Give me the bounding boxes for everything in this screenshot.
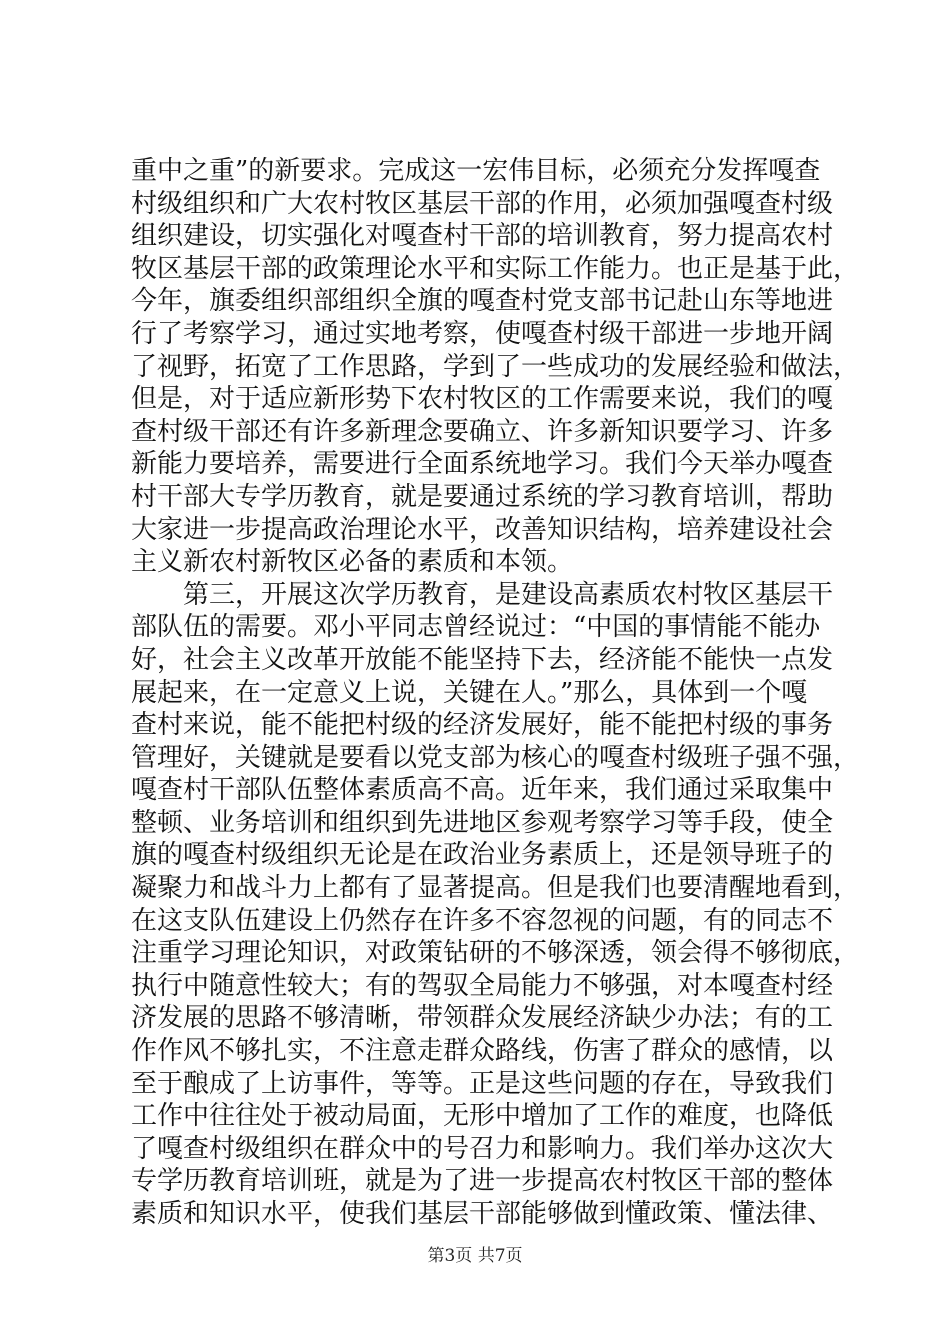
- text-line: 整顿、业务培训和组织到先进地区参观考察学习等手段，使全: [131, 807, 834, 838]
- text-line: 查村来说，能不能把村级的经济发展好，能不能把村级的事务: [131, 710, 834, 741]
- text-line: 了嘎查村级组织在群众中的号召力和影响力。我们举办这次大: [131, 1133, 834, 1164]
- text-line: 注重学习理论知识，对政策钻研的不够深透，领会得不够彻底，: [131, 938, 860, 969]
- text-line: 展起来，在一定意义上说，关键在人。”那么，具体到一个嘎: [131, 677, 808, 708]
- text-line: 但是，对于适应新形势下农村牧区的工作需要来说，我们的嘎: [131, 384, 834, 415]
- text-line: 好，社会主义改革开放能不能坚持下去，经济能不能快一点发: [131, 644, 834, 675]
- text-line: 牧区基层干部的政策理论水平和实际工作能力。也正是基于此，: [131, 253, 860, 284]
- text-line: 第三，开展这次学历教育，是建设高素质农村牧区基层干: [131, 579, 834, 610]
- text-line: 组织建设，切实强化对嘎查村干部的培训教育，努力提高农村: [131, 221, 834, 252]
- text-line: 嘎查村干部队伍整体素质高不高。近年来，我们通过采取集中: [131, 775, 834, 806]
- text-line: 作作风不够扎实，不注意走群众路线，伤害了群众的感情，以: [131, 1036, 834, 1067]
- text-line: 大家进一步提高政治理论水平，改善知识结构，培养建设社会: [131, 514, 834, 545]
- text-line: 村级组织和广大农村牧区基层干部的作用，必须加强嘎查村级: [131, 188, 834, 219]
- text-line: 素质和知识水平，使我们基层干部能够做到懂政策、懂法律、: [131, 1199, 834, 1229]
- text-line: 重中之重”的新要求。完成这一宏伟目标，必须充分发挥嘎查: [131, 156, 821, 186]
- text-line: 了视野，拓宽了工作思路，学到了一些成功的发展经验和做法，: [131, 351, 860, 382]
- page-number-footer: 第3页 共7页: [427, 1246, 523, 1266]
- text-line: 行了考察学习，通过实地考察，使嘎查村级干部进一步地开阔: [131, 318, 834, 349]
- text-line: 今年，旗委组织部组织全旗的嘎查村党支部书记赴山东等地进: [131, 286, 834, 317]
- text-line: 在这支队伍建设上仍然存在许多不容忽视的问题，有的同志不: [131, 905, 834, 936]
- text-line: 新能力要培养，需要进行全面系统地学习。我们今天举办嘎查: [131, 449, 834, 480]
- text-line: 至于酿成了上访事件，等等。正是这些问题的存在，导致我们: [131, 1068, 834, 1099]
- text-line: 工作中往往处于被动局面，无形中增加了工作的难度，也降低: [131, 1101, 834, 1132]
- text-line: 部队伍的需要。邓小平同志曾经说过：“中国的事情能不能办: [131, 612, 821, 643]
- text-line: 专学历教育培训班，就是为了进一步提高农村牧区干部的整体: [131, 1166, 834, 1197]
- text-line: 主义新农村新牧区必备的素质和本领。: [131, 547, 574, 578]
- text-line: 村干部大专学历教育，就是要通过系统的学习教育培训，帮助: [131, 481, 834, 512]
- text-line: 凝聚力和战斗力上都有了显著提高。但是我们也要清醒地看到，: [131, 873, 860, 904]
- text-line: 查村级干部还有许多新理念要确立、许多新知识要学习、许多: [131, 416, 834, 447]
- text-line: 济发展的思路不够清晰，带领群众发展经济缺少办法；有的工: [131, 1003, 834, 1034]
- text-line: 执行中随意性较大；有的驾驭全局能力不够强，对本嘎查村经: [131, 970, 834, 1001]
- text-line: 管理好，关键就是要看以党支部为核心的嘎查村级班子强不强，: [131, 742, 860, 773]
- text-line: 旗的嘎查村级组织无论是在政治业务素质上，还是领导班子的: [131, 840, 834, 871]
- body-text: [131, 155, 860, 1231]
